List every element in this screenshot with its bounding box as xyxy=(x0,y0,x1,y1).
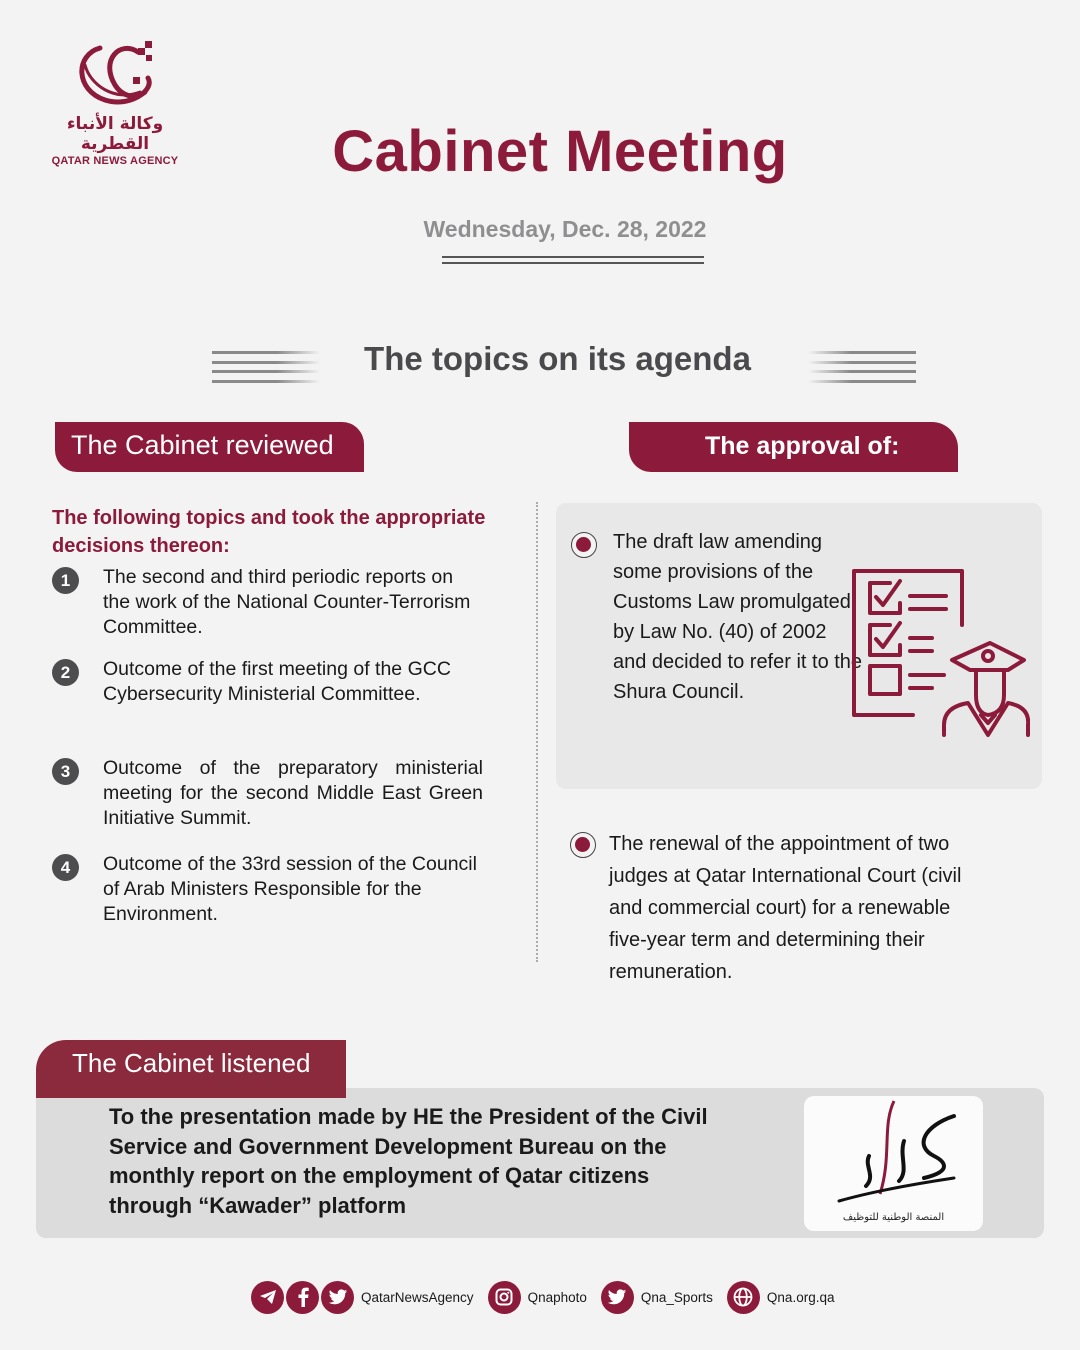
list-item-text: The second and third periodic reports on the work of the National Counter-Terrorism Committee. xyxy=(103,566,471,638)
social-handle[interactable]: Qna_Sports xyxy=(640,1289,713,1305)
date-underline xyxy=(442,256,704,268)
globe-icon[interactable] xyxy=(727,1281,760,1314)
social-handle[interactable]: Qnaphoto xyxy=(527,1289,587,1305)
column-divider xyxy=(536,502,538,962)
kawader-calligraphy-icon xyxy=(804,1096,983,1206)
agenda-heading: The topics on its agenda xyxy=(364,340,751,377)
list-item xyxy=(52,852,492,927)
list-item xyxy=(52,756,492,831)
approval-item-text: The draft law amending some provisions of the Customs Law promulgated by Law No. (40) of 2002 and decided to refer it to the Shura Council. xyxy=(613,531,863,703)
logo-english-text: QATAR NEWS AGENCY xyxy=(51,155,179,167)
telegram-icon[interactable] xyxy=(251,1281,284,1314)
number-badge: 2 xyxy=(52,659,79,686)
checklist-officer-icon xyxy=(848,565,1030,744)
reviewed-subheading: The following topics and took the appropriate decisions thereon: xyxy=(52,507,486,557)
list-item xyxy=(52,657,492,707)
list-item-text: Outcome of the 33rd session of the Council of Arab Ministers Responsible for the Environment. xyxy=(103,853,477,925)
meeting-date: Wednesday, Dec. 28, 2022 xyxy=(423,216,707,242)
number-badge: 3 xyxy=(52,758,79,785)
radio-bullet-icon xyxy=(571,532,597,558)
number-badge: 4 xyxy=(52,854,79,881)
approval-item-text: The renewal of the appointment of two judges at Qatar International Court (civil and commercial court) for a renewable five-year term and determining their remuneration. xyxy=(609,833,962,983)
list-item xyxy=(52,565,492,640)
kawader-logo xyxy=(804,1096,983,1231)
twitter-icon[interactable] xyxy=(321,1281,354,1314)
list-item-text: Outcome of the preparatory ministerial meeting for the second Middle East Green Initiative Summit. xyxy=(103,757,483,829)
number-badge: 1 xyxy=(52,567,79,594)
listened-text: To the presentation made by HE the President of the Civil Service and Government Development Bureau on the monthly report on the employment of Qatar citizens through “Kawader” platform xyxy=(109,1104,708,1218)
social-footer xyxy=(251,1280,848,1314)
instagram-icon[interactable] xyxy=(488,1281,521,1314)
section-tab-reviewed: The Cabinet reviewed xyxy=(55,422,364,472)
radio-bullet-icon xyxy=(570,832,596,858)
logo-arabic-text: وكالة الأنباء القطرية xyxy=(66,114,164,154)
facebook-icon[interactable] xyxy=(286,1281,319,1314)
section-tab-listened: The Cabinet listened xyxy=(36,1040,346,1098)
section-tab-approval: The approval of: xyxy=(629,422,958,472)
social-handle[interactable]: QatarNewsAgency xyxy=(361,1289,474,1305)
twitter-icon[interactable] xyxy=(601,1281,634,1314)
decorative-lines-right xyxy=(808,351,916,389)
page-title: Cabinet Meeting xyxy=(332,119,788,184)
qna-emblem-icon xyxy=(60,30,170,112)
kawader-caption: المنصة الوطنية للتوظيف xyxy=(842,1212,945,1223)
list-item-text: Outcome of the first meeting of the GCC Cybersecurity Ministerial Committee. xyxy=(103,658,451,705)
social-handle[interactable]: Qna.org.qa xyxy=(766,1289,835,1305)
